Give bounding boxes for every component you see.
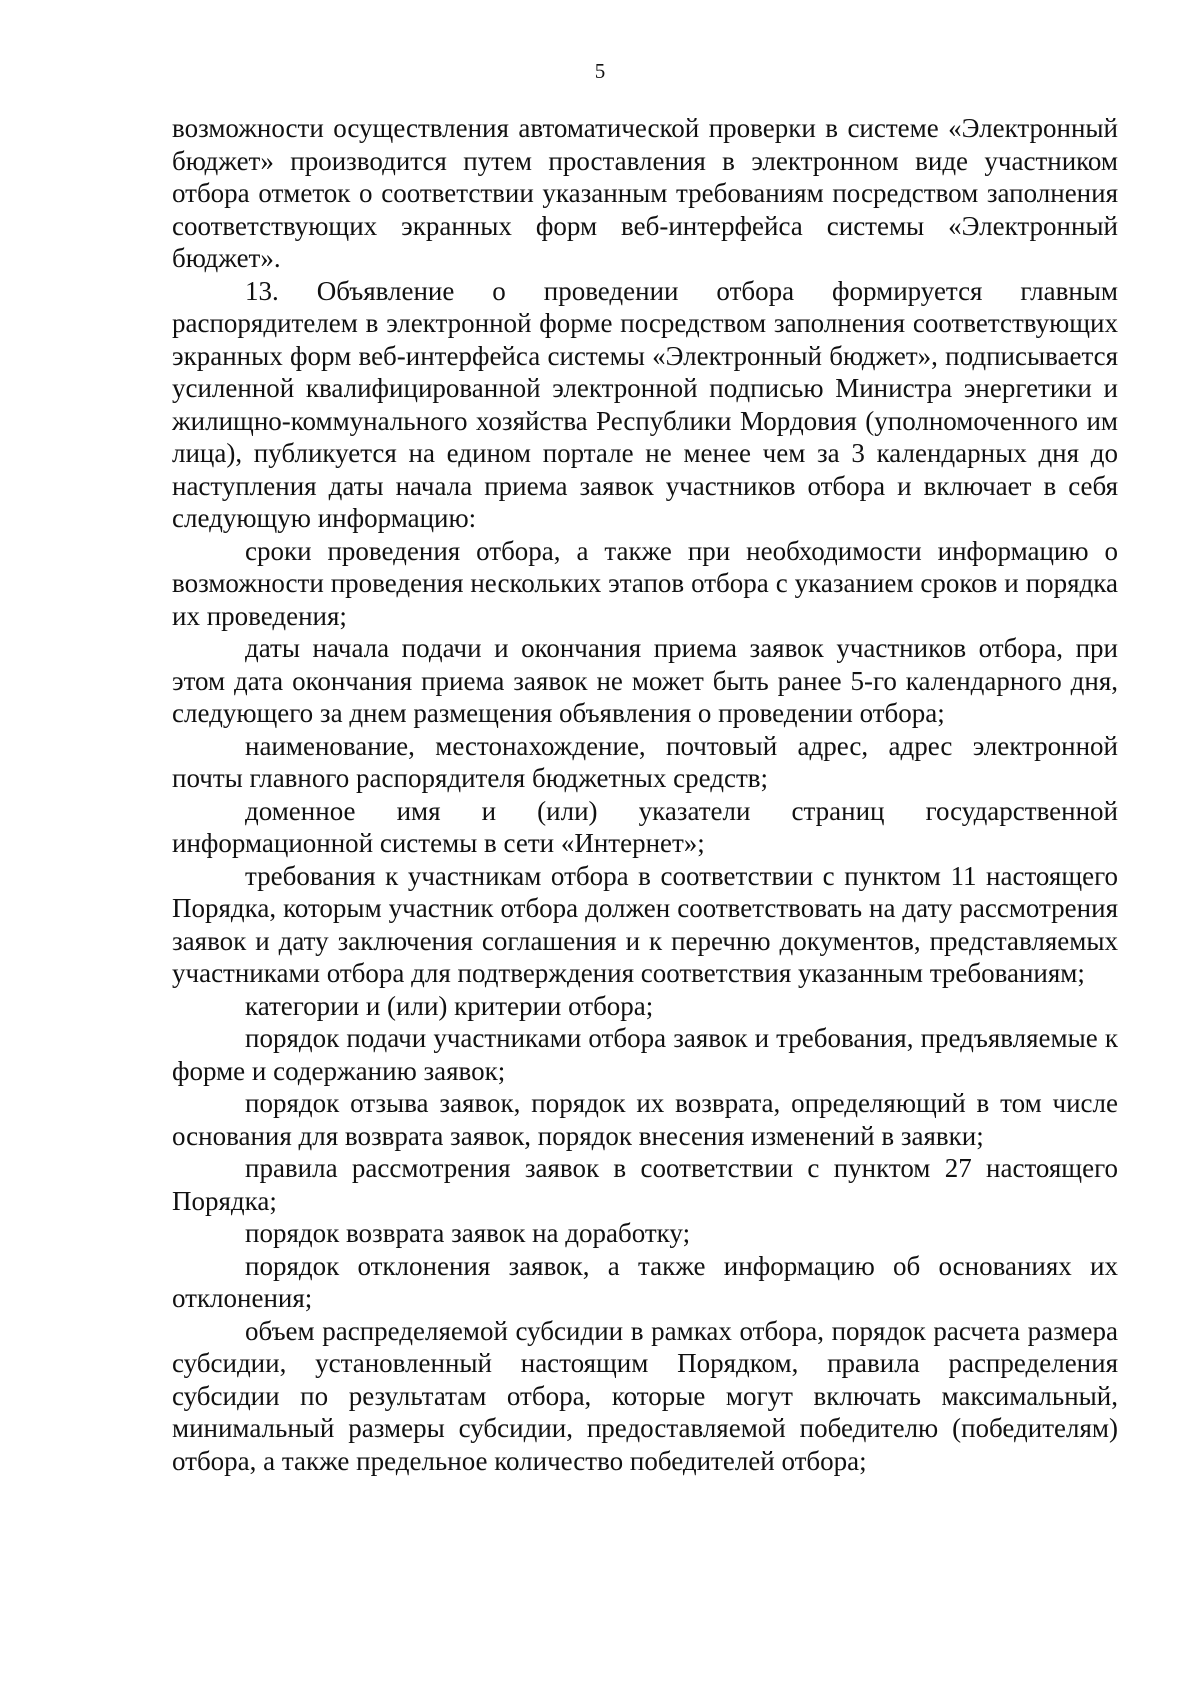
document-body <box>172 112 1118 1477</box>
paragraph-participant-requirements: требования к участникам отбора в соответствии с пунктом 11 настоящего Порядка, которым участник отбора должен соответствовать на дату рассмотрения заявок и дату заключения соглашения и к перечню документов, представляемых участниками отбора для подтверждения соответствия указанным требованиям; <box>172 860 1118 988</box>
paragraph-subsidy-volume: объем распределяемой субсидии в рамках отбора, порядок расчета размера субсидии, установленный настоящим Порядком, правила распределения субсидии по результатам отбора, которые могут включать максимальный, минимальный размеры субсидии, предоставляемой победителю (победителям) отбора, а также предельное количество победителей отбора; <box>172 1315 1118 1476</box>
paragraph-selection-terms: сроки проведения отбора, а также при необходимости информацию о возможности проведения нескольких этапов отбора с указанием сроков и порядка их проведения; <box>172 535 1118 631</box>
paragraph-selection-criteria: категории и (или) критерии отбора; <box>245 990 654 1021</box>
paragraph-item-13: 13. Объявление о проведении отбора формируется главным распорядителем в электронной форме посредством заполнения соответствующих экранных форм веб-интерфейса системы «Электронный бюджет», подписывается усиленной квалифицированной электронной подписью Министра энергетики и жилищно-коммунального хозяйства Республики Мордовия (уполномоченного им лица), публикуется на едином портале не менее чем за 3 календарных дня до наступления даты начала приема заявок участников отбора и включает в себя следующую информацию: <box>172 275 1118 533</box>
paragraph-return-for-revision: порядок возврата заявок на доработку; <box>245 1218 691 1248</box>
paragraph-withdrawal-procedure: порядок отзыва заявок, порядок их возврата, определяющий в том числе основания для возврата заявок, порядок внесения изменений в заявки; <box>172 1088 1118 1151</box>
paragraph-continuation: возможности осуществления автоматической проверки в системе «Электронный бюджет» производится путем проставления в электронном виде участником отбора отметок о соответствии указанным требованиям посредством заполнения соответствующих экранных форм веб-интерфейса системы «Электронный бюджет». <box>172 113 1118 273</box>
page-number: 5 <box>594 59 606 83</box>
paragraph-application-dates: даты начала подачи и окончания приема заявок участников отбора, при этом дата окончания приема заявок не может быть ранее 5-го календарного дня, следующего за днем размещения объявления о проведении отбора; <box>172 633 1118 728</box>
paragraph-submission-procedure: порядок подачи участниками отбора заявок и требования, предъявляемые к форме и содержанию заявок; <box>172 1023 1118 1086</box>
paragraph-review-rules: правила рассмотрения заявок в соответствии с пунктом 27 настоящего Порядка; <box>172 1153 1118 1216</box>
paragraph-rejection-procedure: порядок отклонения заявок, а также информацию об основаниях их отклонения; <box>172 1250 1118 1313</box>
paragraph-domain-name: доменное имя и (или) указатели страниц государственной информационной системы в сети «Интернет»; <box>172 795 1118 858</box>
paragraph-distributor-contacts: наименование, местонахождение, почтовый адрес, адрес электронной почты главного распорядителя бюджетных средств; <box>172 730 1118 793</box>
